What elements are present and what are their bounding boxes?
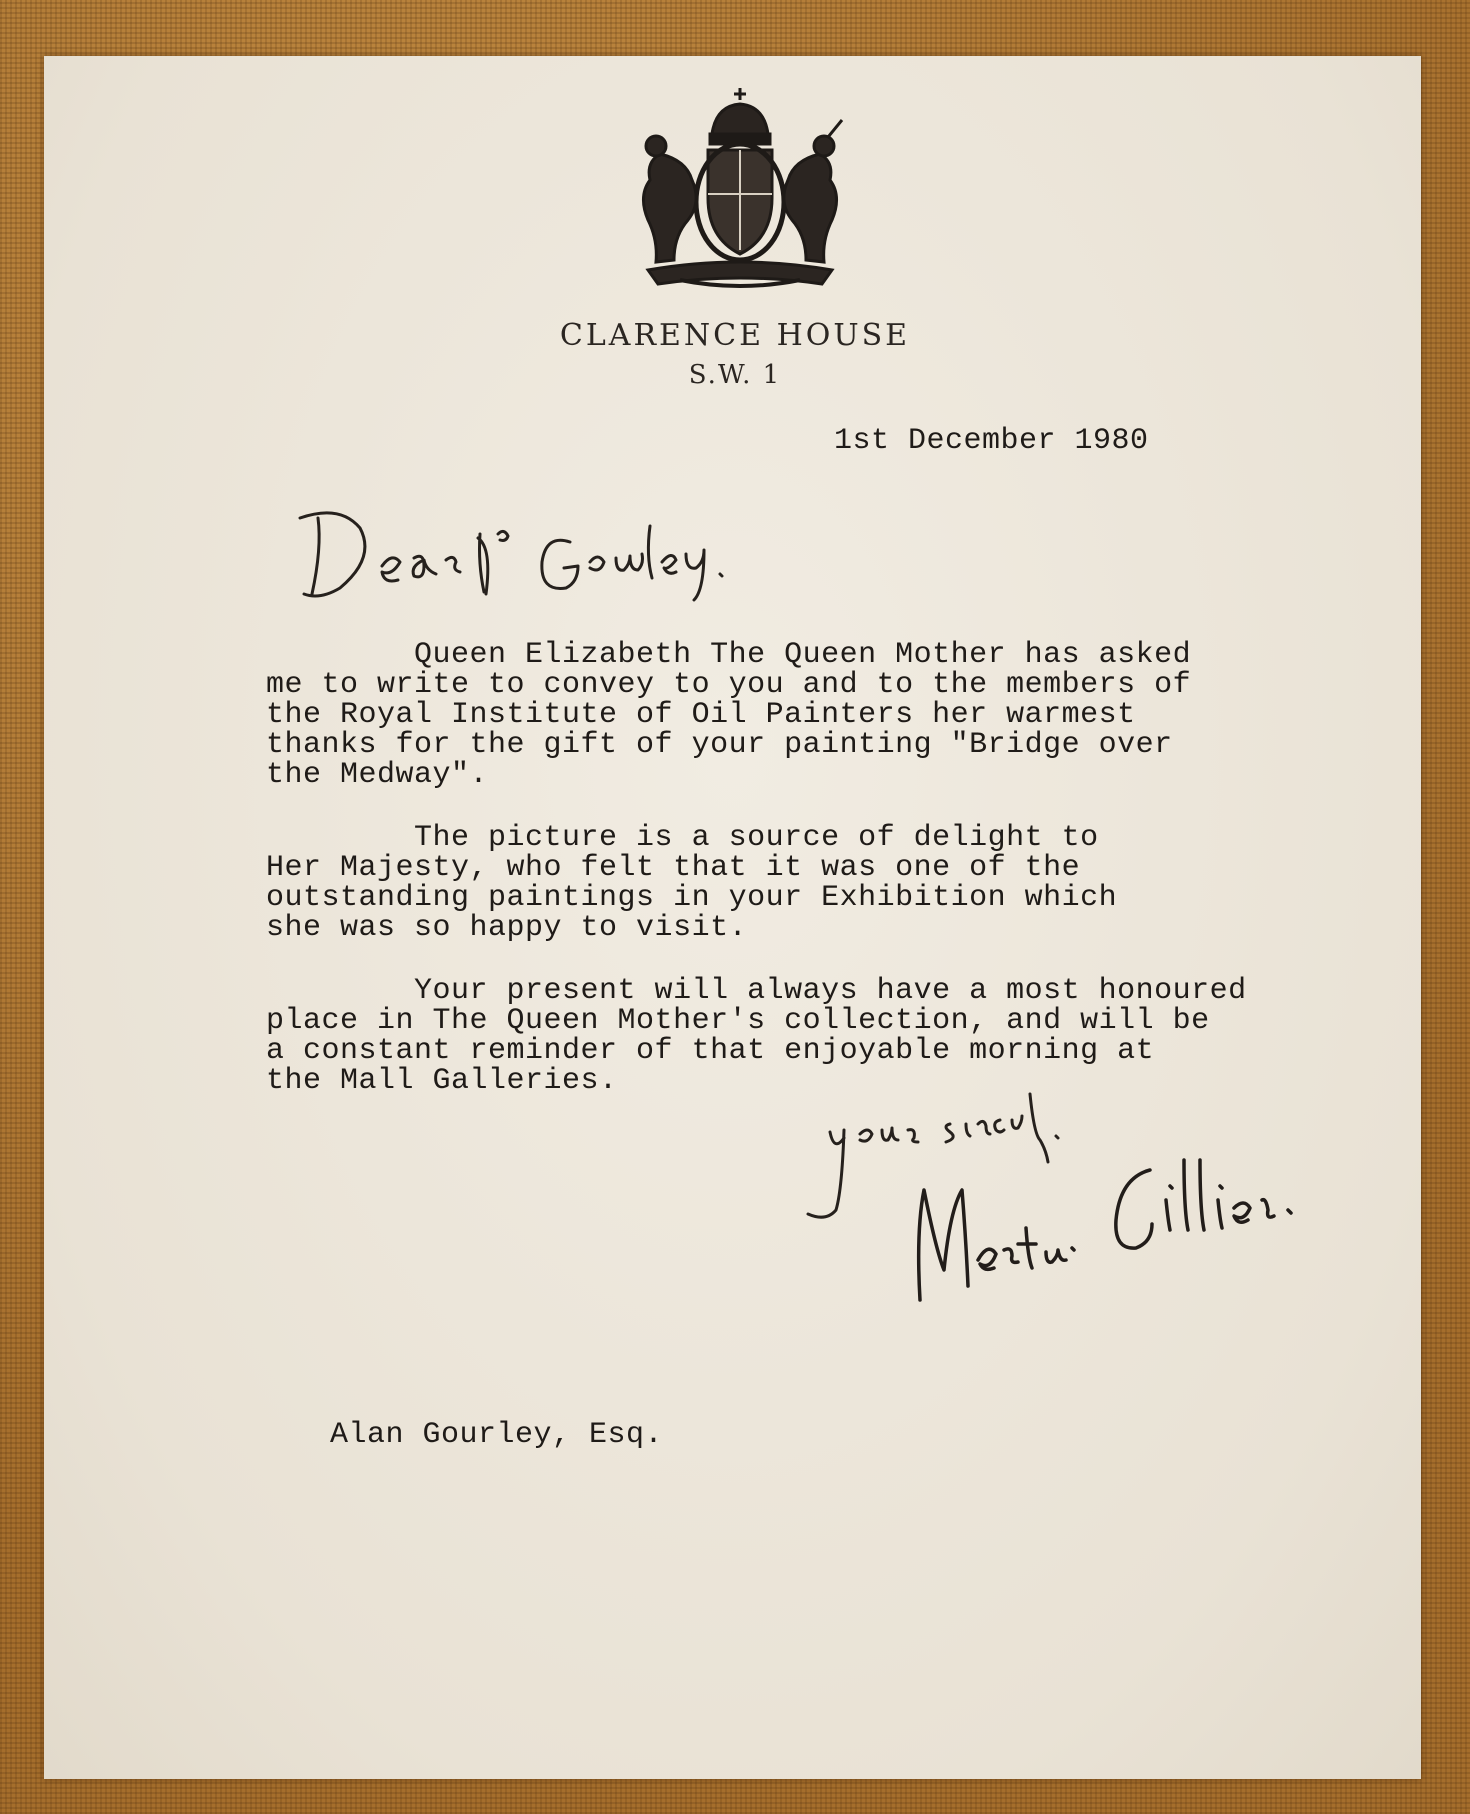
handwritten-salutation <box>290 498 770 628</box>
handwritten-signature <box>900 1140 1360 1320</box>
letter-paragraph-2: The picture is a source of delight to Her Majesty, who felt that it was one of the outstanding paintings in your Exhibition which she was so happy to visit. <box>266 821 1118 945</box>
letterhead-address: S.W. 1 <box>688 360 782 390</box>
letter-paragraph-3: Your present will always have a most honoured place in The Queen Mother's collection, and will be a constant reminder of that enjoyable morning at the Mall Galleries. <box>266 974 1247 1098</box>
royal-coat-of-arms-icon <box>620 84 860 294</box>
letterhead-title: CLARENCE HOUSE <box>559 318 911 353</box>
letter-date: 1st December 1980 <box>834 424 1149 458</box>
addressee: Alan Gourley, Esq. <box>330 1418 664 1452</box>
letter-paragraph-1: Queen Elizabeth The Queen Mother has asked me to write to convey to you and to the members of the Royal Institute of Oil Painters her warmest thanks for the gift of your painting "Bridge over the Medway". <box>266 638 1192 792</box>
